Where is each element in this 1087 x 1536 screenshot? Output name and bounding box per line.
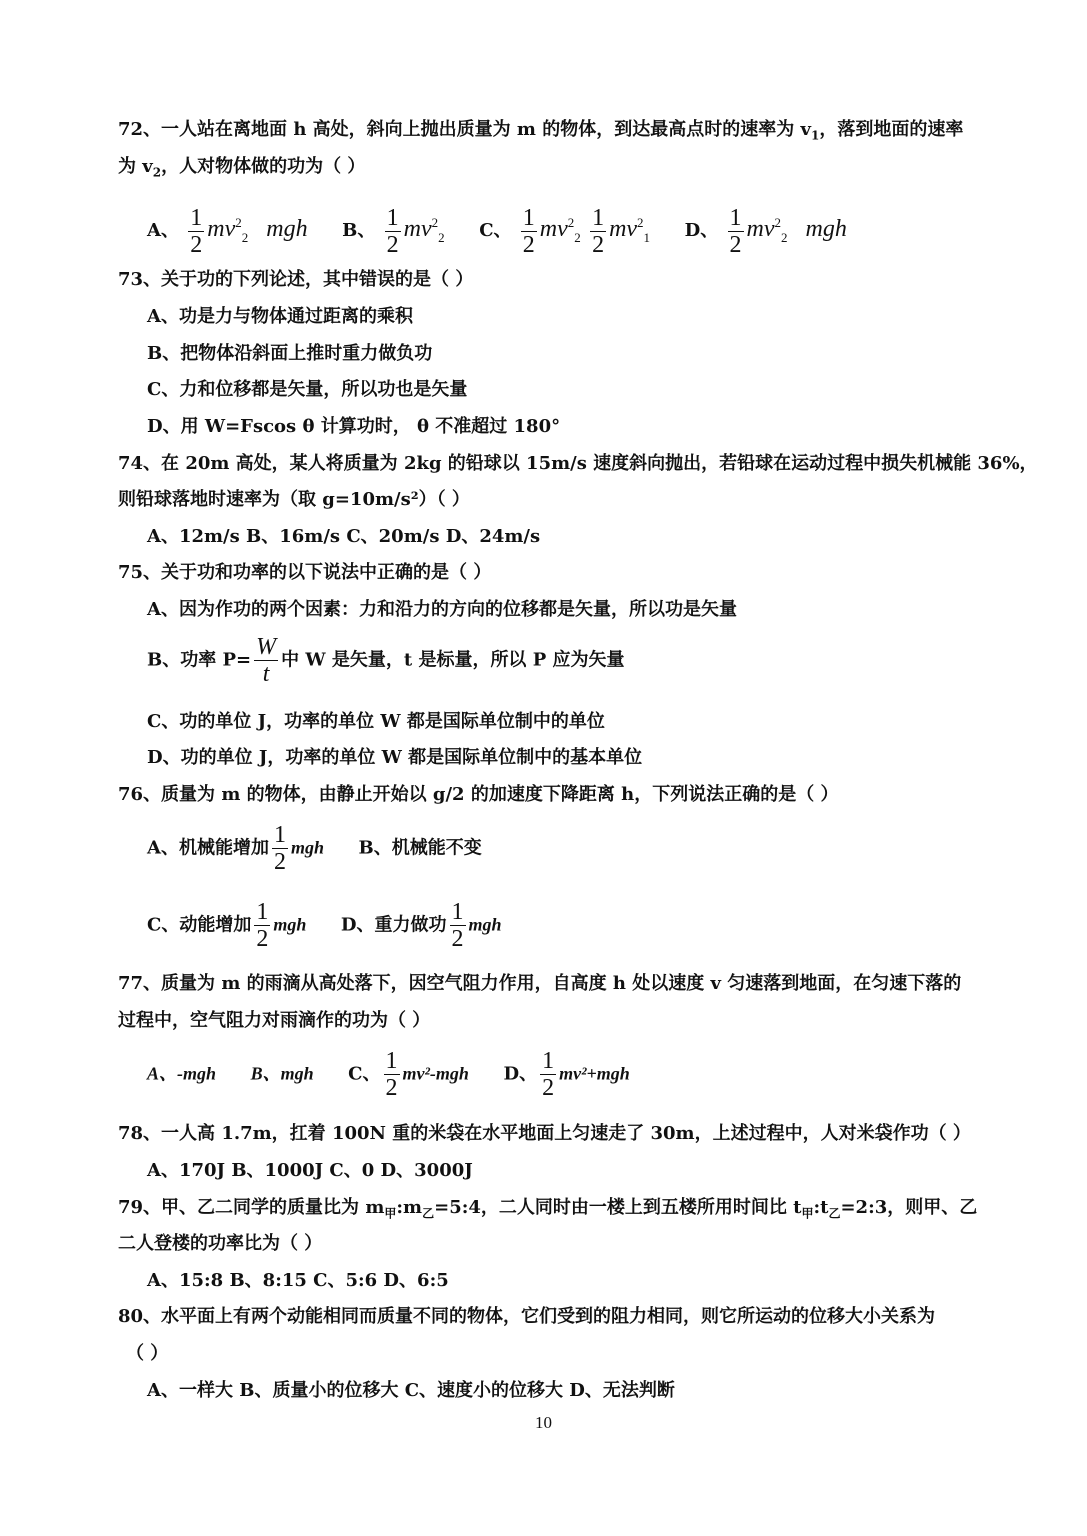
q72-opt-c-label: C、 [479,220,512,241]
sub: 1 [643,229,651,245]
q78-options: A、170J B、1000J C、0 D、3000J [147,1160,473,1181]
mv: mv [746,216,775,242]
q79-l1a: 79、甲、乙二同学的质量比为 m [118,1197,385,1218]
page-number: 10 [535,1413,552,1432]
frac-num: W [256,634,277,660]
frac-den: 2 [592,231,605,258]
sup: 2 [637,215,644,230]
q72-v1-sub: 1 [810,128,820,143]
q79-sub-jia-t: 甲 [801,1206,814,1221]
mv: mv [539,216,568,242]
q72-opt-b-label: B、 [342,220,376,241]
q77-options [147,1048,630,1101]
q79-l1d: :t [813,1197,829,1218]
q72-opt-c-expr1 [539,215,581,245]
q72-line1-text: 72、一人站在离地面 h 高处，斜向上抛出质量为 m 的物体，到达最高点时的速率为 v [118,119,811,140]
q72-opt-a-fraction [188,205,204,258]
q77-line1: 77、质量为 m 的雨滴从高处落下，因空气阻力作用，自高度 h 处以速度 v 匀速落到地面，在匀速下落的 [118,973,962,994]
q80-line2: （ ） [126,1343,169,1364]
q74-line1: 74、在 20m 高处，某人将质量为 2kg 的铅球以 15m/s 速度斜向抛出，若铅球在运动过程中损失机械能 36%， [118,453,1038,474]
mgh: mgh [266,216,308,242]
frac-num: 1 [385,1048,398,1074]
q72-line2 [118,155,365,185]
q80-options: A、一样大 B、质量小的位移大 C、速度小的位移大 D、无法判断 [147,1380,675,1401]
q77-d-label: D、 [503,1063,538,1085]
q74-options: A、12m/s B、16m/s C、20m/s D、24m/s [147,526,541,547]
q76-a-fraction [272,822,288,875]
q73-stem: 73、关于功的下列论述，其中错误的是（ ） [118,269,474,290]
q76-d-fraction [450,899,466,952]
frac-num: 1 [273,822,286,848]
q79-line1 [118,1196,977,1226]
q72-opt-a-expr [207,215,308,245]
frac-num: 1 [190,204,203,231]
q76-c-pre: C、动能增加 [147,914,252,936]
mv: mv [609,216,638,242]
q76-options-cd [147,899,502,952]
frac-num: 1 [522,204,535,231]
q72-opt-d-label: D、 [684,220,719,241]
q72-options [147,193,847,268]
q76-d-pre: D、重力做功 [340,914,447,936]
sup: 2 [774,215,781,230]
q72-opt-b-expr [403,215,445,245]
q75-b-post: 中 W 是矢量，t 是标量，所以 P 应为矢量 [281,649,625,671]
q75-stem: 75、关于功和功率的以下说法中正确的是（ ） [118,562,492,583]
frac-den: 2 [386,231,399,258]
q72-line1 [118,118,963,148]
q76-opt-b: B、机械能不变 [358,837,482,859]
q72-opt-c-fraction1 [521,205,537,258]
q79-sub-yi-t: 乙 [828,1206,841,1221]
mgh: mgh [805,216,847,242]
frac-num: 1 [592,204,605,231]
q77-line2: 过程中，空气阻力对雨滴作的功为（ ） [118,1010,431,1031]
frac-den: 2 [385,1075,398,1101]
q79-l1c: =5:4，二人同时由一楼上到五楼所用时间比 t [434,1197,802,1218]
frac-den: 2 [522,231,535,258]
q74-line2: 则铅球落地时速率为（取 g=10m/s²）（ ） [118,489,470,510]
sup: 2 [567,215,575,230]
q80-line1: 80、水平面上有两个动能相同而质量不同的物体，它们受到的阻力相同，则它所运动的位移大小关系为 [118,1306,936,1327]
frac-den: 2 [542,1075,555,1101]
q79-l1b: :m [396,1197,423,1218]
q77-opt-a: A、-mgh [147,1063,217,1084]
q75-opt-d: D、功的单位 J，功率的单位 W 都是国际单位制中的基本单位 [147,747,643,768]
frac-num: 1 [256,899,269,925]
q73-opt-b: B、把物体沿斜面上推时重力做负功 [147,343,433,364]
q73-opt-c: C、力和位移都是矢量，所以功也是矢量 [147,379,468,400]
q72-opt-b-fraction [385,205,401,258]
q76-a-mgh: mgh [290,837,324,858]
q77-d-rest: mv²+mgh [559,1063,630,1084]
q72-opt-c-expr2 [609,215,651,245]
q75-opt-a: A、因为作功的两个因素：力和沿力的方向的位移都是矢量，所以功是矢量 [147,599,737,620]
q76-c-mgh: mgh [273,914,307,935]
q72-v2-sub: 2 [152,165,162,180]
q79-options: A、15:8 B、8:15 C、5:6 D、6:5 [147,1270,449,1291]
q79-line2: 二人登楼的功率比为（ ） [118,1233,323,1254]
frac-den: 2 [729,231,742,258]
frac-num: 1 [386,204,399,231]
q76-a-pre: A、机械能增加 [147,837,269,859]
q76-stem: 76、质量为 m 的物体，由静止开始以 g/2 的加速度下降距离 h，下列说法正确的是（ ） [118,784,839,805]
q76-options-ab [147,822,482,875]
sup: 2 [235,215,242,230]
frac-den: 2 [190,231,203,258]
q79-sub-jia: 甲 [384,1206,397,1221]
q77-c-label: C、 [348,1063,381,1085]
mv: mv [207,216,236,242]
q79-sub-yi: 乙 [422,1206,435,1221]
q72-opt-a-label: A、 [147,220,179,241]
q75-opt-c: C、功的单位 J，功率的单位 W 都是国际单位制中的单位 [147,711,605,732]
q75-b-pre: B、功率 P= [147,649,252,671]
q72-line2b: ，人对物体做的功为（ ） [161,156,366,177]
q72-opt-d-fraction [728,205,744,258]
q72-opt-d-expr [746,215,847,245]
q73-opt-d: D、用 W=Fscos θ 计算功时， θ 不准超过 180° [147,416,561,437]
q75-opt-b [147,634,625,687]
sub: 2 [780,229,788,245]
q73-opt-a: A、功是力与物体通过距离的乘积 [147,306,413,327]
q72-line2a: 为 v [118,156,153,177]
q72-line1-end: ，落到地面的速率 [819,119,964,140]
frac-den: 2 [451,926,464,952]
q77-c-rest: mv²-mgh [402,1063,469,1084]
frac-num: 1 [729,204,742,231]
q77-d-fraction [540,1048,556,1101]
q77-opt-b: B、mgh [250,1063,314,1084]
q75-power-fraction [254,634,278,687]
sup: 2 [431,215,439,230]
frac-num: 1 [451,899,464,925]
frac-num: 1 [542,1048,555,1074]
sub: 2 [438,229,445,245]
q76-d-mgh: mgh [468,914,502,935]
q78-stem: 78、一人高 1.7m，扛着 100N 重的米袋在水平地面上匀速走了 30m，上述过程中，人对米袋作功（ ） [118,1123,971,1144]
frac-den: t [262,661,270,687]
q76-c-fraction [254,899,270,952]
q77-c-fraction [384,1048,400,1101]
q72-opt-c-fraction2 [590,205,606,258]
frac-den: 2 [273,849,286,875]
frac-den: 2 [256,926,269,952]
sub: 2 [241,229,249,245]
mv: mv [403,216,432,242]
sub: 2 [574,229,581,245]
q79-l1e: =2:3，则甲、乙 [840,1197,978,1218]
